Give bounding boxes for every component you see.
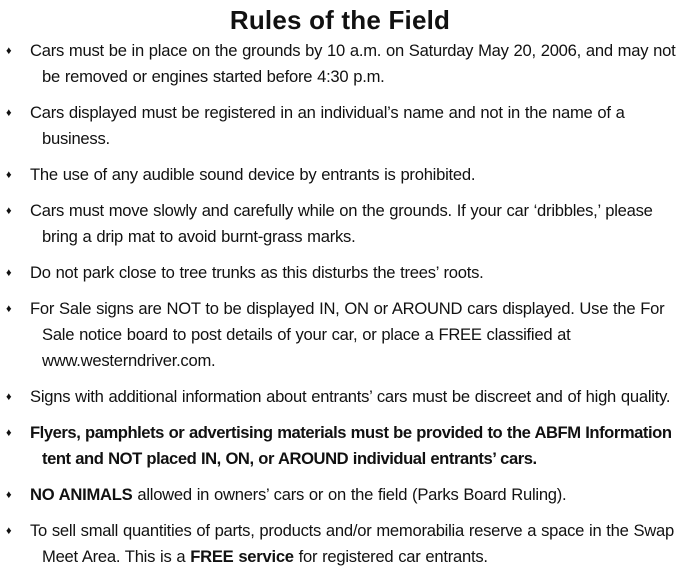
diamond-bullet-icon: ♦ [6,525,12,537]
diamond-bullet-icon: ♦ [6,267,12,279]
diamond-bullet-icon: ♦ [6,45,12,57]
rule-text: Do not park close to tree trunks as this disturbs the trees’ roots. [30,263,484,282]
rule-text: Signs with additional information about entrants’ cars must be discreet and of high quality. [30,387,671,406]
rule-strong-text: NO ANIMALS [30,485,133,504]
rules-list [6,38,678,580]
diamond-bullet-icon: ♦ [6,489,12,501]
rule-item [6,384,678,410]
rule-text: For Sale signs are NOT to be displayed IN, ON or AROUND cars displayed. Use the For Sale notice board to post details of your car, or place a FREE classified at www.westerndriver.com. [30,299,665,370]
diamond-bullet-icon: ♦ [6,107,12,119]
rule-item [6,296,678,374]
page-title: Rules of the Field [229,5,451,35]
diamond-bullet-icon: ♦ [6,427,12,439]
rule-item [6,518,678,570]
rule-item [6,260,678,286]
rule-text: The use of any audible sound device by entrants is prohibited. [30,165,476,184]
rule-item-bold [6,420,678,472]
rule-text: for registered car entrants. [293,547,488,566]
rule-item [6,198,678,250]
rule-text: Flyers, pamphlets or advertising materials must be provided to the ABFM Information tent and NOT placed IN, ON, or AROUND individual entrants’ cars. [30,423,672,468]
rule-text: Cars must move slowly and carefully while on the grounds. If your car ‘dribbles,’ please bring a drip mat to avoid burnt-grass marks. [30,201,653,246]
diamond-bullet-icon: ♦ [6,303,12,315]
rule-strong-text: FREE service [190,547,294,566]
rule-item [6,162,678,188]
diamond-bullet-icon: ♦ [6,391,12,403]
rule-item [6,100,678,152]
rule-item [6,38,678,90]
diamond-bullet-icon: ♦ [6,205,12,217]
rule-text: Cars must be in place on the grounds by 10 a.m. on Saturday May 20, 2006, and may not be removed or engines started before 4:30 p.m. [30,41,676,86]
rule-text: Cars displayed must be registered in an individual’s name and not in the name of a business. [30,103,625,148]
rule-text: allowed in owners’ cars or on the field (Parks Board Ruling). [132,485,567,504]
rule-item [6,482,678,508]
diamond-bullet-icon: ♦ [6,169,12,181]
rule-text: To sell small quantities of parts, products and/or memorabilia reserve a space in the Swap Meet Area. This is a [30,521,674,566]
